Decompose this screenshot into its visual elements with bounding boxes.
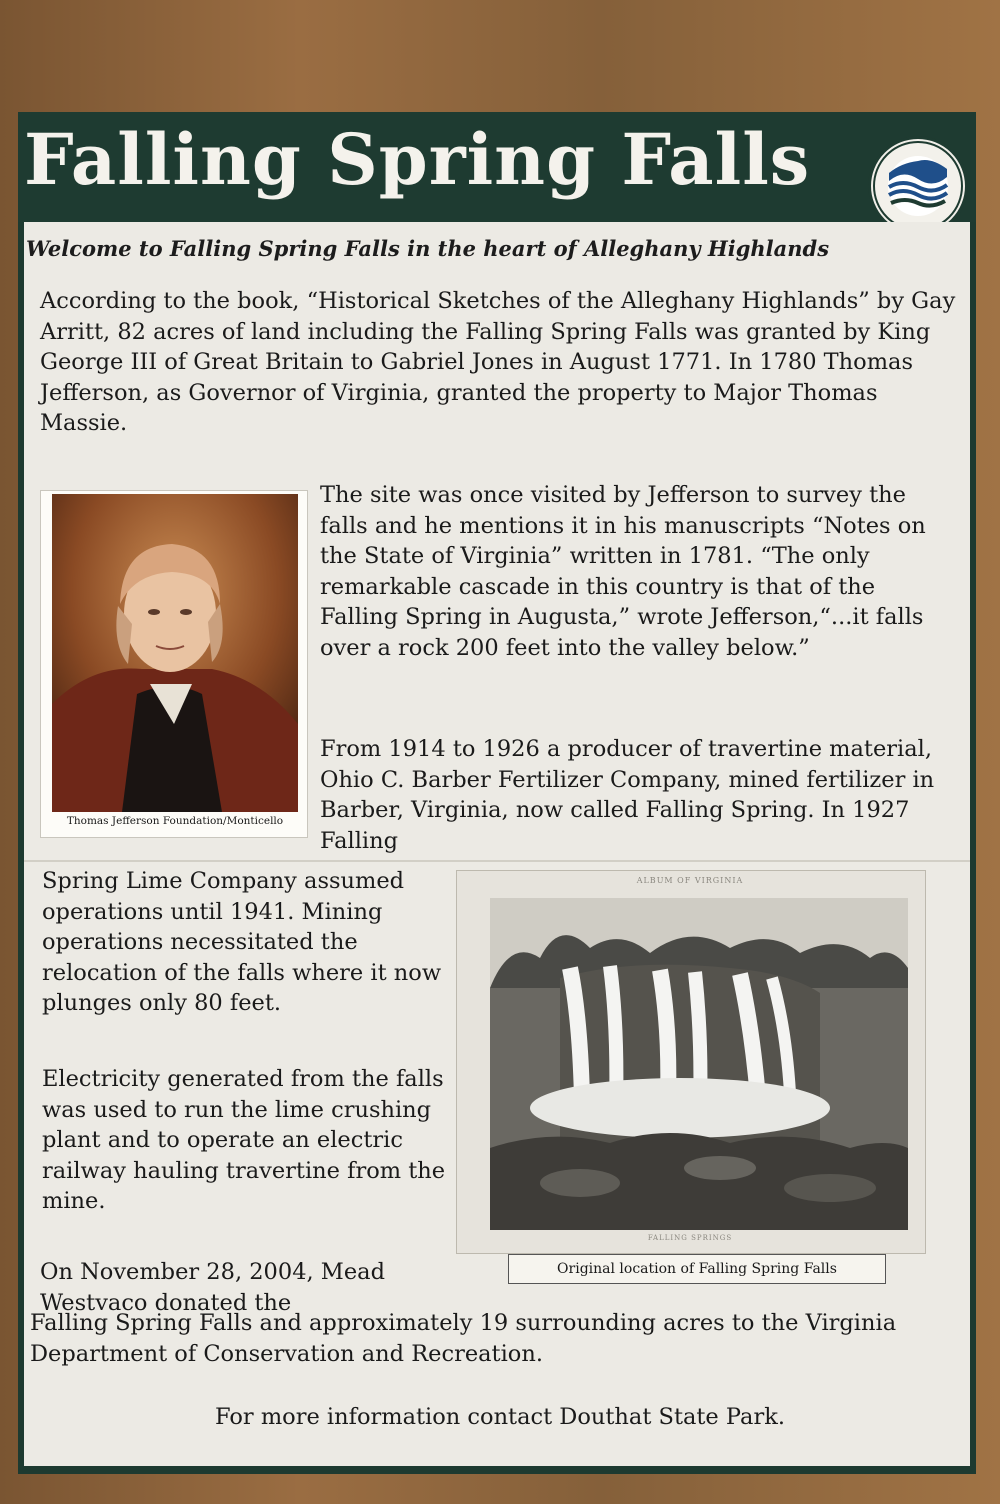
welcome-subtitle: Welcome to Falling Spring Falls in the heart of Alleghany Highlands [26, 236, 830, 261]
sign-title: Falling Spring Falls [24, 118, 811, 201]
falls-lithograph [490, 898, 908, 1230]
lithograph-subtitle: FALLING SPRINGS [647, 1234, 733, 1242]
contact-line: For more information contact Douthat State Park. [214, 1404, 785, 1430]
lime-company-paragraph: Spring Lime Company assumed operations until 1941. Mining operations necessitated the relocation of the falls where it now plunges only 80 feet. [42, 868, 442, 1016]
jefferson-portrait [52, 494, 298, 812]
mining-paragraph: From 1914 to 1926 a producer of travertine material, Ohio C. Barber Fertilizer Company, mined fertilizer in Barber, Virginia, now called Falling Spring. In 1927 Falling [320, 736, 935, 854]
lithograph-title: ALBUM OF VIRGINIA [636, 876, 744, 885]
donation-paragraph: On November 28, 2004, Mead Westvaco donated the [40, 1259, 385, 1316]
lithograph-caption: Original location of Falling Spring Falls [508, 1254, 886, 1284]
jefferson-visit-paragraph: The site was once visited by Jefferson to survey the falls and he mentions it in his manuscripts “Notes on the State of Virginia” written in 1781. “The only remarkable cascade in this country is that of the Falling Spring in Augusta,” wrote Jefferson,“...it falls over a rock 200 feet into the valley below.” [320, 482, 926, 661]
portrait-caption: Thomas Jefferson Foundation/Monticello [66, 815, 284, 827]
virginia-state-parks-seal-icon [868, 136, 968, 236]
history-paragraph: According to the book, “Historical Sketches of the Alleghany Highlands” by Gay Arritt, 82 acres of land including the Falling Spring Falls was granted by King George III of Great Britain to Gabriel Jones in August 1771. In 1780 Thomas Jefferson, as Governor of Virginia, granted the property to Major Thomas Massie. [40, 288, 956, 436]
donation-continued-paragraph: Falling Spring Falls and approximately 19 surrounding acres to the Virginia Department of Conservation and Recreation. [30, 1310, 897, 1367]
electricity-paragraph: Electricity generated from the falls was used to run the lime crushing plant and to operate an electric railway hauling travertine from the mine. [42, 1066, 446, 1214]
section-divider [24, 860, 970, 862]
